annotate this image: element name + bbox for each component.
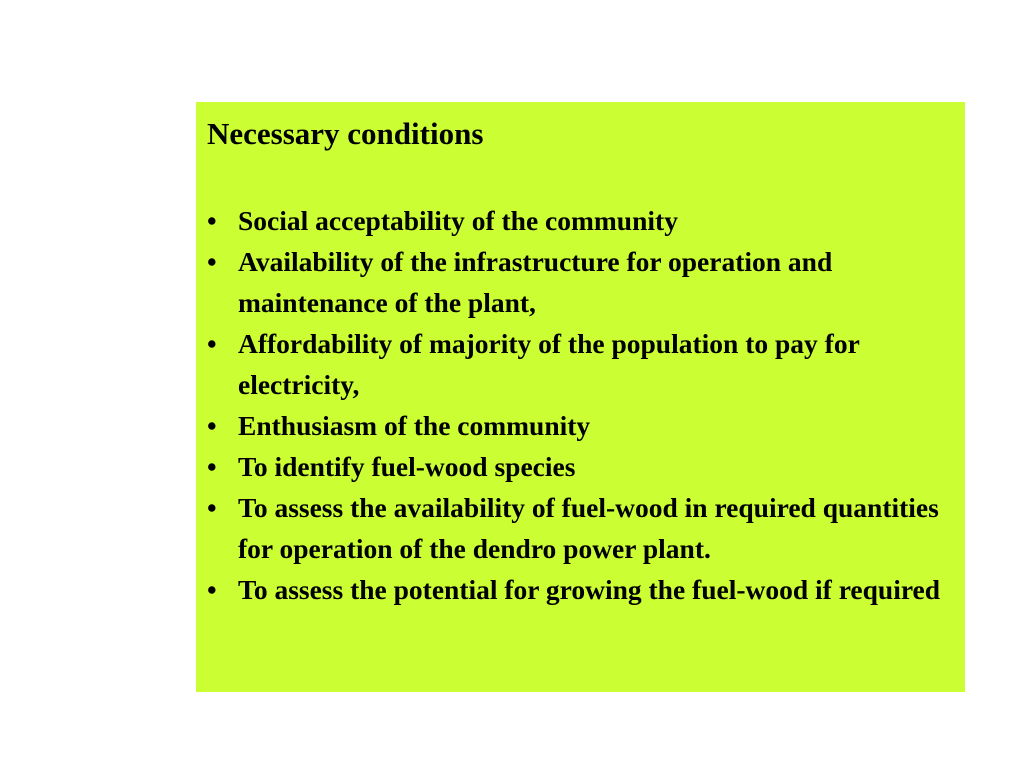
list-item (207, 487, 955, 569)
list-item (207, 323, 955, 405)
bullet-icon: • (207, 574, 217, 605)
list-item-text: To assess the availability of fuel-wood in required quantities for operation of the dendro power plant. (238, 492, 939, 564)
list-item-text: Social acceptability of the community (238, 205, 678, 236)
bullet-icon: • (207, 410, 217, 441)
conditions-list (207, 200, 955, 610)
content-box (196, 102, 965, 692)
list-item (207, 405, 955, 446)
list-item-text: To identify fuel-wood species (238, 451, 576, 482)
bullet-icon: • (207, 492, 217, 523)
bullet-icon: • (207, 328, 217, 359)
list-item-text: Enthusiasm of the community (238, 410, 591, 441)
slide-title: Necessary conditions (207, 116, 484, 151)
bullet-icon: • (207, 205, 217, 236)
list-item-text: Affordability of majority of the population to pay for electricity, (238, 328, 860, 400)
list-item (207, 446, 955, 487)
list-item-text: Availability of the infrastructure for operation and maintenance of the plant, (238, 246, 833, 318)
bullet-icon: • (207, 451, 217, 482)
list-item-text: To assess the potential for growing the fuel-wood if required (238, 574, 941, 605)
list-item (207, 241, 955, 323)
bullet-icon: • (207, 246, 217, 277)
list-item (207, 200, 955, 241)
list-item (207, 569, 955, 610)
